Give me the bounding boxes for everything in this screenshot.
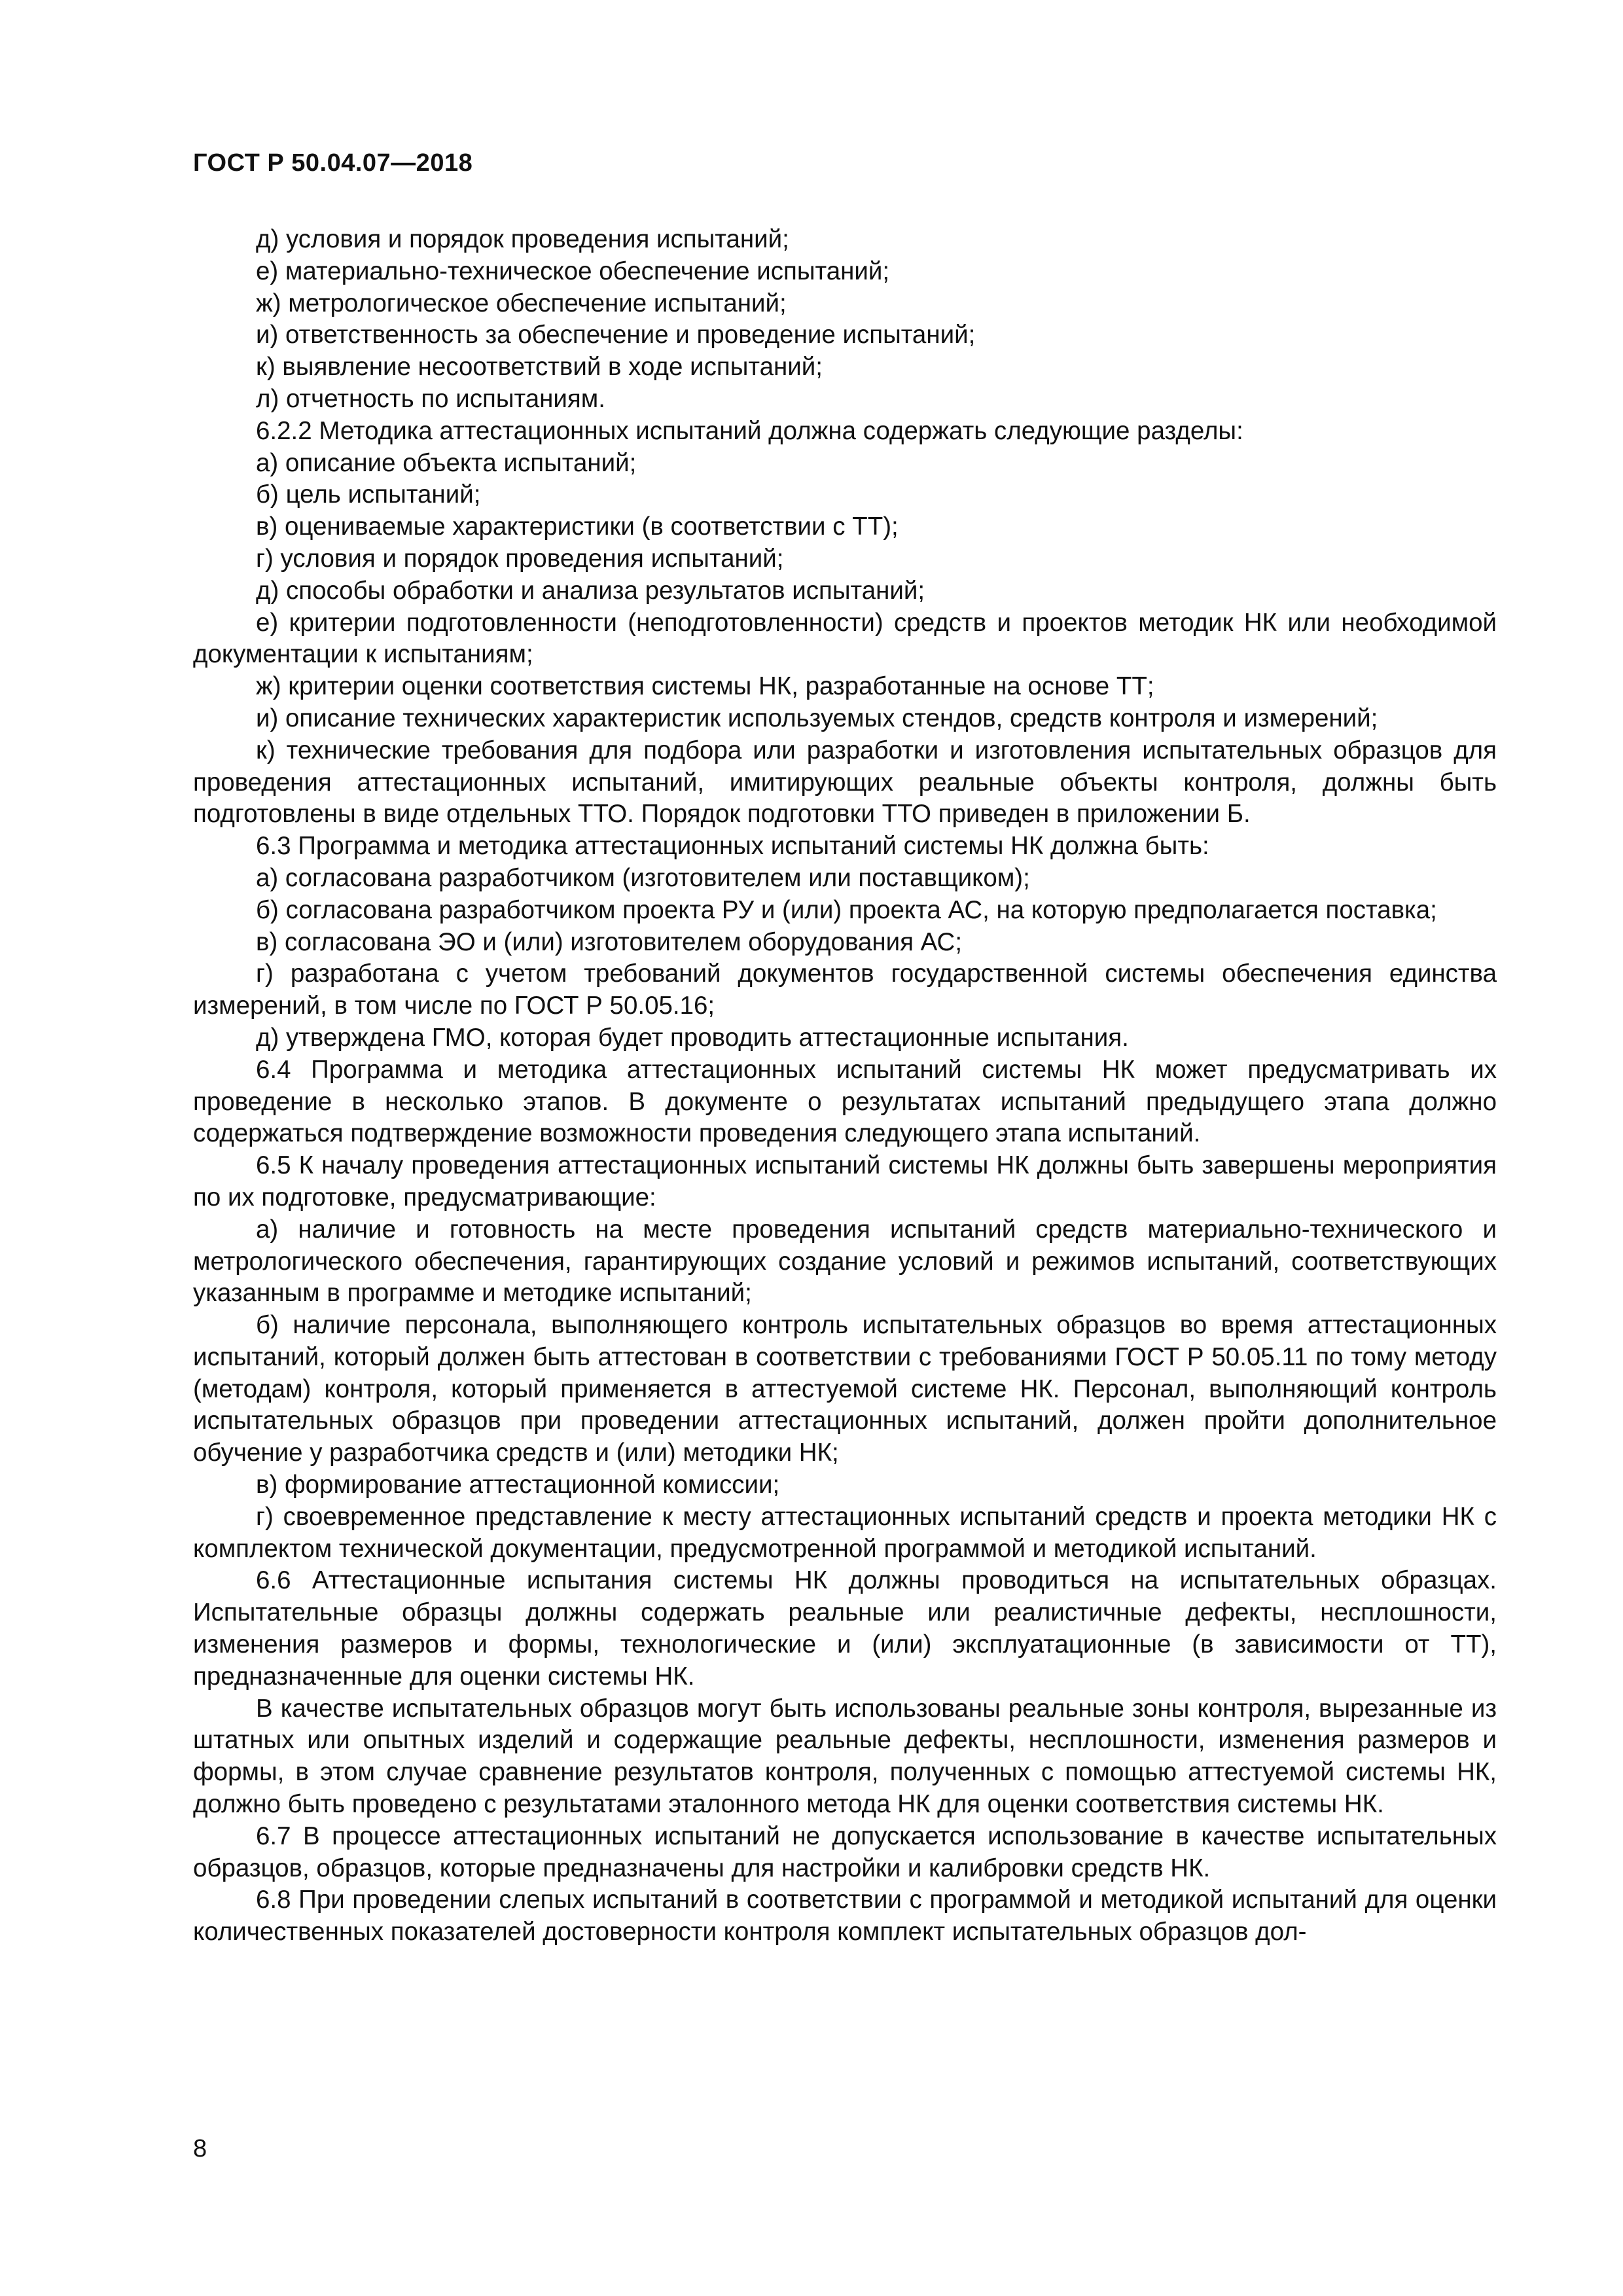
section-paragraph: 6.4 Программа и методика аттестационных испытаний системы НК может предусматривать их проведение в несколько этапов. В документе о результатах испытаний предыдущего этапа должно содержаться подтверждение возможности проведения следующего этапа испытаний. bbox=[193, 1055, 1497, 1148]
paragraph: д) утверждена ГМО, которая будет проводить аттестационные испытания. bbox=[256, 1023, 1129, 1052]
paragraph: а) согласована разработчиком (изготовителем или поставщиком); bbox=[256, 863, 1030, 892]
page-number: 8 bbox=[193, 2135, 207, 2162]
document-header: ГОСТ Р 50.04.07—2018 bbox=[193, 149, 473, 177]
paragraph: ж) критерии оценки соответствия системы НК, разработанные на основе ТТ; bbox=[256, 672, 1154, 701]
paragraph: и) ответственность за обеспечение и проведение испытаний; bbox=[256, 321, 976, 350]
paragraph: л) отчетность по испытаниям. bbox=[256, 384, 605, 413]
section-paragraph: 6.7 В процессе аттестационных испытаний не допускается использование в качестве испытательных образцов, образцов, которые предназначены для настройки и калибровки средств НК. bbox=[193, 1821, 1497, 1882]
paragraph: е) материально-техническое обеспечение испытаний; bbox=[256, 257, 890, 285]
paragraph: и) описание технических характеристик используемых стендов, средств контроля и измерений; bbox=[256, 704, 1378, 732]
paragraph: б) наличие персонала, выполняющего контроль испытательных образцов во время аттестационных испытаний, который должен быть аттестован в соответствии с требованиями ГОСТ Р 50.05.11 по тому методу (методам) контроля, который применяется в аттестуемой системе НК. Персонал, выполняющий контроль испытательных образцов при проведении аттестационных испытаний, должен пройти дополнительное обучение у разработчика средств и (или) методики НК; bbox=[193, 1311, 1497, 1467]
paragraph: е) критерии подготовленности (неподготовленности) средств и проектов методик НК или необходимой документации к испытаниям; bbox=[193, 608, 1497, 669]
section-paragraph: 6.6 Аттестационные испытания системы НК должны проводиться на испытательных образцах. Испытательные образцы должны содержать реальные или реалистичные дефекты, несплошности, изменения размеров и формы, технологические и (или) эксплуатационные (в зависимости от ТТ), предназначенные для оценки системы НК. bbox=[193, 1566, 1497, 1691]
paragraph: д) способы обработки и анализа результатов испытаний; bbox=[256, 576, 925, 605]
paragraph: к) выявление несоответствий в ходе испытаний; bbox=[256, 353, 823, 382]
section-paragraph: 6.5 К началу проведения аттестационных испытаний системы НК должны быть завершены мероприятия по их подготовке, предусматривающие: bbox=[193, 1151, 1497, 1211]
section-paragraph: 6.3 Программа и методика аттестационных испытаний системы НК должна быть: bbox=[256, 832, 1209, 861]
paragraph: в) формирование аттестационной комиссии; bbox=[256, 1471, 780, 1499]
paragraph: ж) метрологическое обеспечение испытаний; bbox=[256, 289, 787, 317]
section-paragraph: 6.2.2 Методика аттестационных испытаний должна содержать следующие разделы: bbox=[256, 416, 1243, 445]
paragraph: г) разработана с учетом требований документов государственной системы обеспечения единства измерений, в том числе по ГОСТ Р 50.05.16; bbox=[193, 960, 1497, 1020]
paragraph: д) условия и порядок проведения испытаний; bbox=[256, 225, 789, 253]
paragraph: в) оцениваемые характеристики (в соответствии с ТТ); bbox=[256, 512, 899, 541]
paragraph: г) условия и порядок проведения испытаний; bbox=[256, 544, 784, 573]
paragraph: г) своевременное представление к месту аттестационных испытаний средств и проекта методики НК с комплектом технической документации, предусмотренной программой и методикой испытаний. bbox=[193, 1502, 1497, 1563]
paragraph: б) согласована разработчиком проекта РУ и (или) проекта АС, на которую предполагается поставка; bbox=[256, 895, 1437, 924]
paragraph: б) цель испытаний; bbox=[256, 480, 481, 509]
paragraph: в) согласована ЭО и (или) изготовителем оборудования АС; bbox=[256, 927, 963, 956]
paragraph: а) наличие и готовность на месте проведения испытаний средств материально-технического и метрологического обеспечения, гарантирующих создание условий и режимов испытаний, соответствующих указанным в программе и методике испытаний; bbox=[193, 1215, 1497, 1308]
section-paragraph: 6.8 При проведении слепых испытаний в соответствии с программой и методикой испытаний для оценки количественных показателей достоверности контроля комплект испытательных образцов дол- bbox=[193, 1886, 1497, 1946]
document-body bbox=[193, 224, 1497, 1948]
paragraph: В качестве испытательных образцов могут быть использованы реальные зоны контроля, вырезанные из штатных или опытных изделий и содержащие реальные дефекты, несплошности, изменения размеров и формы, в этом случае сравнение результатов контроля, полученных с помощью аттестуемой системы НК, должно быть проведено с результатами эталонного метода НК для оценки соответствия системы НК. bbox=[193, 1694, 1497, 1819]
paragraph: а) описание объекта испытаний; bbox=[256, 448, 637, 477]
paragraph: к) технические требования для подбора или разработки и изготовления испытательных образцов для проведения аттестационных испытаний, имитирующих реальные объекты контроля, должны быть подготовлены в виде отдельных ТТО. Порядок подготовки ТТО приведен в приложении Б. bbox=[193, 736, 1497, 829]
